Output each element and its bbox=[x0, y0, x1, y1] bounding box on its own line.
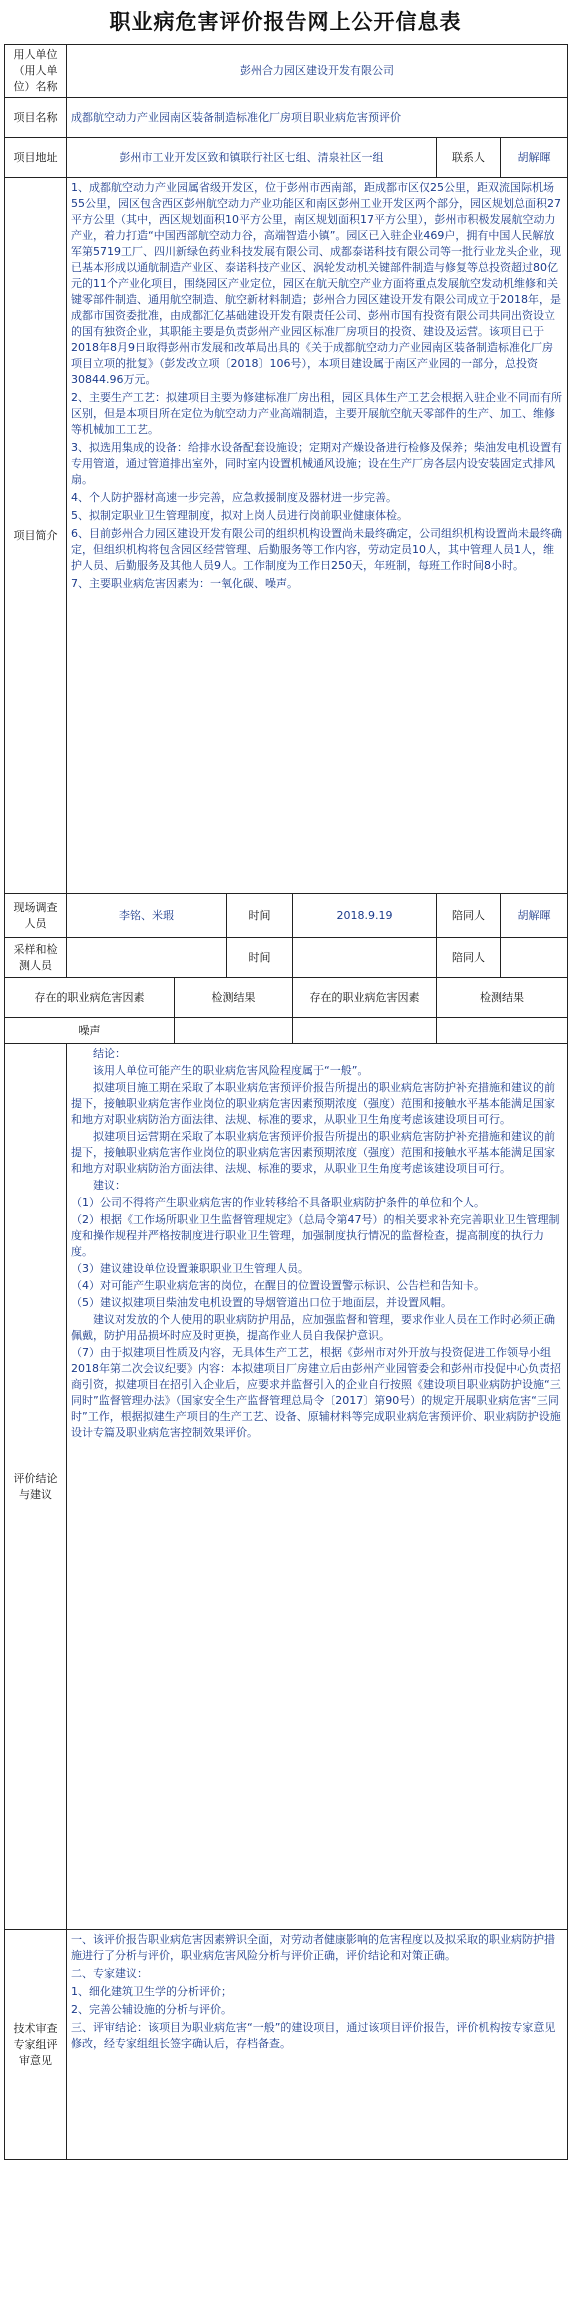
review-paragraph: 三、评审结论：该项目为职业病危害“一般”的建设项目，通过该项目评价报告，评价机构按专家意见修改，经专家组组长签字确认后，存档备查。 bbox=[71, 2021, 556, 2050]
review-paragraph: 二、专家建议： bbox=[71, 1967, 148, 1980]
review-paragraph: 2、完善公辅设施的分析与评价。 bbox=[71, 2003, 232, 2016]
eval-paragraph: （5）建议拟建项目柴油发电机设置的导烟管道出口位于地面层，并设置风帽。 bbox=[71, 1296, 452, 1309]
hazard-header-factor: 存在的职业病危害因素 bbox=[5, 978, 175, 1018]
row-employer bbox=[5, 45, 568, 98]
hazard-header-result: 检测结果 bbox=[175, 978, 293, 1018]
hazard-header-result-2: 检测结果 bbox=[437, 978, 568, 1018]
employer-value: 彭州合力园区建设开发有限公司 bbox=[67, 45, 568, 98]
survey-time: 2018.9.19 bbox=[293, 894, 437, 938]
hazard-factor-noise: 噪声 bbox=[5, 1018, 175, 1044]
row-project-name bbox=[5, 98, 568, 138]
sampling-accompany-label: 陪同人 bbox=[437, 938, 501, 978]
intro-paragraph: 5、拟制定职业卫生管理制度，拟对上岗人员进行岗前职业健康体检。 bbox=[71, 509, 408, 522]
intro-paragraph: 1、成都航空动力产业园属省级开发区，位于彭州市西南部，距成都市区仅25公里，距双流国际机场55公里，园区包含西区彭州航空动力产业功能区和南区彭州工业开发区两个部分，园区规划总面积27平方公里（其中，西区规划面积10平方公里，南区规划面积17平方公里），彭州市积极发展航空动力产业，着力打造“中国西部航空动力谷，高端智造小镇”。园区已入驻企业469户，拥有中国人民解放军第5719工厂、四川新绿色药业科技发展有限公司、成都泰诺科技有限公司等一批行业龙头企业，现已基本形成以通航制造产业区、泰诺科技产业区、涡轮发动机关键部件制造与修复等总投资超过80亿元的11个产业化项目，围绕园区产业定位，园区在航天航空产业方面将重点发展航空发动机维修和关键零部件制造、通用航空制造、航空新材料制造；彭州合力园区建设开发有限公司成立于2018年，是成都市国资委批准，由成都汇亿基础建设开发有限责任公司、彭州市国有投资有限公司共同出资设立的国有独资企业，其职能主要是负责彭州产业园区标准厂房项目的投资、建设及运营。该项目已于2018年8月9日取得彭州市发展和改革局出具的《关于成都航空动力产业园南区装备制造标准化厂房项目立项的批复》（彭发改立项〔2018〕106号），本项目建设属于南区产业园的一部分，总投资30844.96万元。 bbox=[71, 181, 561, 386]
review-label: 技术审查专家组评审意见 bbox=[5, 1930, 67, 2160]
eval-paragraph: （1）公司不得将产生职业病危害的作业转移给不具备职业病防护条件的单位和个人。 bbox=[71, 1196, 485, 1209]
sampling-label: 采样和检测人员 bbox=[5, 938, 67, 978]
sampling-time-label: 时间 bbox=[227, 938, 293, 978]
contact-label: 联系人 bbox=[437, 138, 501, 178]
intro-paragraph: 7、主要职业病危害因素为：一氧化碳、噪声。 bbox=[71, 577, 298, 590]
row-hazard-header bbox=[5, 978, 568, 1018]
hazard-result-cell-2 bbox=[437, 1018, 568, 1044]
review-paragraph: 1、细化建筑卫生学的分析评价； bbox=[71, 1985, 232, 1998]
review-content bbox=[67, 1930, 568, 2160]
address-label: 项目地址 bbox=[5, 138, 67, 178]
project-name-label: 项目名称 bbox=[5, 98, 67, 138]
row-sampling bbox=[5, 938, 568, 978]
hazard-result-cell bbox=[175, 1018, 293, 1044]
eval-paragraph: 结论： bbox=[93, 1047, 126, 1060]
employer-label: 用人单位（用人单位）名称 bbox=[5, 45, 67, 98]
eval-paragraph: （7）由于拟建项目性质及内容，无具体生产工艺，根据《彭州市对外开放与投资促进工作领导小组2018年第二次会议纪要》内容：本拟建项目厂房建立后由彭州产业园管委会和彭州市投促中心负责招商引资，拟建项目在招引入企业后，应要求并监督引入的企业自行按照《建设项目职业病防护设施“三同时”监督管理办法》（国家安全生产监督管理总局令〔2017〕第90号）的规定开展职业病危害“三同时”工作，根据拟建生产项目的生产工艺、设备、原辅材料等完成职业病危害预评价、职业病防护设施设计专篇及职业病危害控制效果评价。 bbox=[71, 1346, 561, 1439]
eval-paragraph: （3）建议建设单位设置兼职职业卫生管理人员。 bbox=[71, 1262, 309, 1275]
disclosure-table bbox=[4, 44, 568, 2160]
intro-paragraph: 2、主要生产工艺：拟建项目主要为修建标准厂房出租，园区具体生产工艺会根据入驻企业不同而有所区别，但是本项目所在定位为航空动力产业高端制造，主要开展航空航天零部件的生产、加工、维修等机械加工工艺。 bbox=[71, 391, 562, 436]
survey-accompany: 胡解暉 bbox=[501, 894, 568, 938]
row-hazard-noise bbox=[5, 1018, 568, 1044]
eval-paragraph: 建议对发放的个人使用的职业病防护用品，应加强监督和管理，要求作业人员在工作时必须正确佩戴，防护用品损坏时应及时更换，提高作业人员自我保护意识。 bbox=[71, 1313, 555, 1342]
evaluation-content bbox=[67, 1044, 568, 1930]
project-name-value: 成都航空动力产业园南区装备制造标准化厂房项目职业病危害预评价 bbox=[67, 98, 568, 138]
eval-paragraph: 拟建项目施工期在采取了本职业病危害预评价报告所提出的职业病危害防护补充措施和建议的前提下，接触职业病危害作业岗位的职业病危害因素预期浓度（强度）范围和接触水平基本能满足国家和地方对职业病防治方面法律、法规、标准的要求，从职业卫生角度考虑该建设项目可行。 bbox=[71, 1081, 555, 1126]
hazard-header-factor-2: 存在的职业病危害因素 bbox=[293, 978, 437, 1018]
sampling-accompany bbox=[501, 938, 568, 978]
eval-paragraph: 拟建项目运营期在采取了本职业病危害预评价报告所提出的职业病危害防护补充措施和建议的前提下，接触职业病危害作业岗位的职业病危害因素预期浓度（强度）范围和接触水平基本能满足国家和地方对职业病防治方面法律、法规、标准的要求，从职业卫生角度考虑该建设项目可行。 bbox=[71, 1130, 555, 1175]
survey-time-label: 时间 bbox=[227, 894, 293, 938]
survey-people: 李铭、米瑕 bbox=[67, 894, 227, 938]
intro-label: 项目简介 bbox=[5, 178, 67, 894]
contact-value: 胡解暉 bbox=[501, 138, 568, 178]
review-paragraph: 一、该评价报告职业病危害因素辨识全面，对劳动者健康影响的危害程度以及拟采取的职业病防护措施进行了分析与评价，职业病危害风险分析与评价正确，评价结论和对策正确。 bbox=[71, 1933, 555, 1962]
survey-label: 现场调查人员 bbox=[5, 894, 67, 938]
row-evaluation bbox=[5, 1044, 568, 1930]
eval-paragraph: 建议： bbox=[93, 1179, 126, 1192]
intro-paragraph: 4、个人防护器材高速一步完善，应急救援制度及器材进一步完善。 bbox=[71, 491, 397, 504]
row-survey bbox=[5, 894, 568, 938]
survey-accompany-label: 陪同人 bbox=[437, 894, 501, 938]
row-intro bbox=[5, 178, 568, 894]
eval-paragraph: （4）对可能产生职业病危害的岗位，在醒目的位置设置警示标识、公告栏和告知卡。 bbox=[71, 1279, 485, 1292]
sampling-people bbox=[67, 938, 227, 978]
intro-content bbox=[67, 178, 568, 894]
hazard-factor-cell bbox=[293, 1018, 437, 1044]
eval-paragraph: （2）根据《工作场所职业卫生监督管理规定》（总局令第47号）的相关要求补充完善职业卫生管理制度和操作规程并严格按制度进行职业卫生管理，加强制度执行情况的监督检查，提高制度的执行力度。 bbox=[71, 1213, 560, 1258]
eval-paragraph: 该用人单位可能产生的职业病危害风险程度属于“一般”。 bbox=[93, 1064, 369, 1077]
row-address bbox=[5, 138, 568, 178]
page-title: 职业病危害评价报告网上公开信息表 bbox=[109, 10, 462, 34]
evaluation-label: 评价结论与建议 bbox=[5, 1044, 67, 1930]
row-review bbox=[5, 1930, 568, 2160]
intro-paragraph: 3、拟选用集成的设备：给排水设备配套设施设；定期对产燥设备进行检修及保养；柴油发电机设置有专用管道，通过管道排出室外，同时室内设置机械通风设施；设在生产厂房各层内设安装固定式排风扇。 bbox=[71, 441, 562, 486]
intro-paragraph: 6、目前彭州合力园区建设开发有限公司的组织机构设置尚未最终确定，公司组织机构设置尚未最终确定，但组织机构将包含园区经营管理、后勤服务等工作内容，劳动定员10人，其中管理人员1人，维护人员、后勤服务及其他人员9人。工作制度为工作日250天，年班制，每班工作时间8小时。 bbox=[71, 527, 562, 572]
address-value: 彭州市工业开发区致和镇联行社区七组、清泉社区一组 bbox=[67, 138, 437, 178]
sampling-time bbox=[293, 938, 437, 978]
